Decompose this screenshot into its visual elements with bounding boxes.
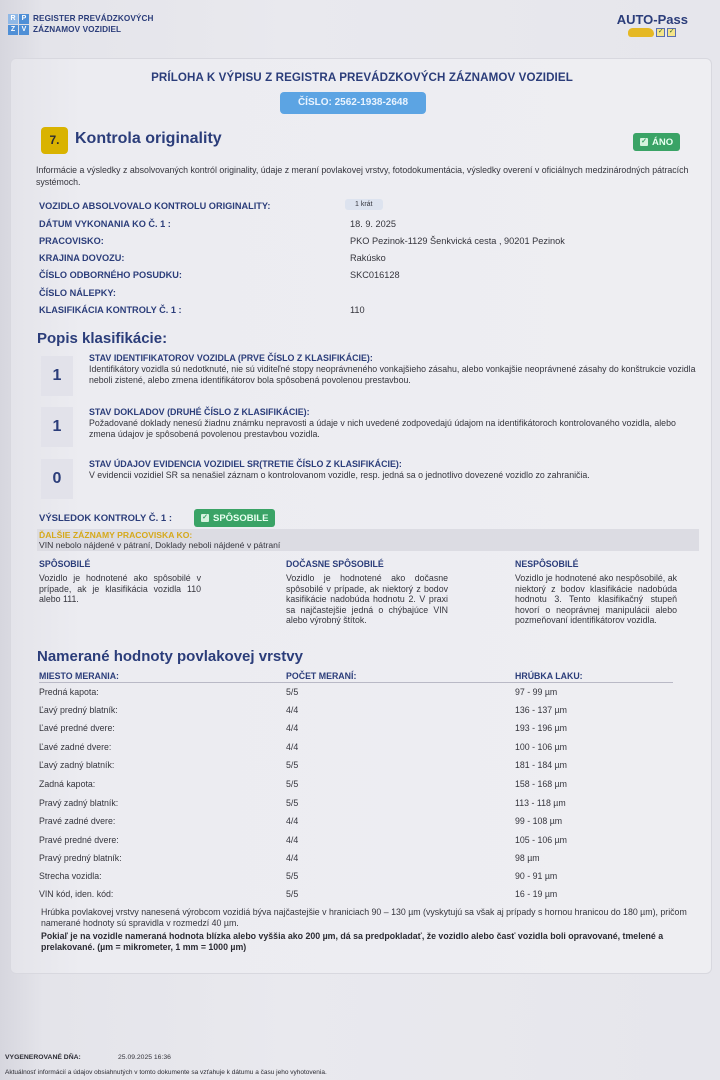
logo-letter: P [19, 14, 29, 24]
table-row [39, 723, 673, 738]
detail-value-pill: 1 krát [345, 199, 383, 210]
cell-count: 4/4 [286, 742, 299, 752]
section-intro: Informácie a výsledky z absolvovaných kontról originality, údaje z meraní povlakovej vrstvy, fotodokumentácia, výsledky overení v oficiálnych medzinárodných pátracích systémoch. [36, 165, 689, 187]
legend-nesposobile [515, 559, 677, 626]
classification-digit: 1 [41, 356, 73, 396]
records-title: ĎALŠIE ZÁZNAMY PRACOVISKA KO: [39, 530, 193, 540]
classification-digit: 0 [41, 459, 73, 499]
column-header: HRÚBKA LAKU: [515, 671, 583, 681]
classification-digit: 1 [41, 407, 73, 447]
classification-heading: Popis klasifikácie: [37, 330, 168, 347]
detail-label: KLASIFIKÁCIA KONTROLY Č. 1 : [39, 305, 182, 315]
thickness-note: Hrúbka povlakovej vrstvy nanesená výrobcom vozidiá býva najčastejšie v hraniciach 90 – 130 µm (vyskytujú sa však aj prípady s hornou hranicou do 180 µm), pričom namerané hodnoty sú spravidla v rozmedzí 40 µm. [41, 907, 687, 928]
checkbox-icon: ✓ [668, 28, 675, 35]
detail-label: KRAJINA DOVOZU: [39, 253, 125, 263]
cell-count: 5/5 [286, 871, 299, 881]
table-row [39, 779, 673, 794]
column-header: POČET MERANÍ: [286, 671, 357, 681]
detail-label: DÁTUM VYKONANIA KO Č. 1 : [39, 219, 171, 229]
table-row [39, 871, 673, 886]
checkbox-icon: ✓ [641, 138, 647, 145]
cell-location: Pravé predné dvere: [39, 835, 119, 845]
cell-count: 5/5 [286, 798, 299, 808]
cell-count: 4/4 [286, 723, 299, 733]
table-row [39, 889, 673, 904]
records-text: VIN nebolo nájdené v pátraní, Doklady neboli nájdené v pátraní [39, 540, 281, 550]
footer-disclaimer: Aktuálnosť informácií a údajov obsiahnutých v tomto dokumente sa vzťahuje k dátumu a času jeho vyhotovenia. [5, 1069, 327, 1076]
autopass-logo [617, 12, 688, 37]
document-page [10, 58, 712, 974]
detail-row [39, 219, 699, 233]
classification-text: Požadované doklady nenesú žiadnu známku nepravosti a údaje v nich uvedené zodpovedajú údajom na identifikátoroch kontrolovaného vozidla, alebo zmena údajov je spôsobená povolenou prestavbou vozidla. [89, 418, 676, 439]
measurements-heading: Namerané hodnoty povlakovej vrstvy [37, 648, 303, 665]
logo-mark-icon [8, 14, 29, 35]
cell-location: Pravý zadný blatník: [39, 798, 119, 808]
measurements-table-header [39, 671, 673, 683]
detail-row [39, 270, 699, 284]
cell-location: Strecha vozidla: [39, 871, 102, 881]
detail-value: 18. 9. 2025 [350, 219, 396, 229]
cell-count: 5/5 [286, 779, 299, 789]
cell-count: 5/5 [286, 760, 299, 770]
section-title: Kontrola originality [75, 130, 222, 147]
detail-label: ČÍSLO ODBORNÉHO POSUDKU: [39, 270, 182, 280]
detail-label: PRACOVISKO: [39, 236, 104, 246]
cell-location: VIN kód, iden. kód: [39, 889, 114, 899]
cell-location: Pravý predný blatník: [39, 853, 122, 863]
cell-location: Zadná kapota: [39, 779, 96, 789]
rpzv-logo [8, 13, 153, 35]
cell-thickness: 136 - 137 µm [515, 705, 568, 715]
cell-thickness: 193 - 196 µm [515, 723, 568, 733]
cell-location: Pravé zadné dvere: [39, 816, 116, 826]
cell-thickness: 158 - 168 µm [515, 779, 568, 789]
cell-location: Predná kapota: [39, 687, 99, 697]
cell-count: 4/4 [286, 705, 299, 715]
cell-location: Ľavý predný blatník: [39, 705, 118, 715]
legend-sposobile [39, 559, 201, 605]
section-number-badge: 7. [41, 127, 68, 154]
table-row [39, 798, 673, 813]
table-row [39, 705, 673, 720]
cell-thickness: 90 - 91 µm [515, 871, 558, 881]
brand-name: AUTO-Pass [616, 12, 688, 27]
column-header: MIESTO MERANIA: [39, 671, 119, 681]
table-row [39, 687, 673, 702]
table-row [39, 742, 673, 757]
brand-icons [617, 28, 688, 37]
generated-date [5, 1054, 171, 1061]
legend-docasne-sposobile [286, 559, 448, 626]
detail-row [39, 288, 699, 302]
logo-letter: V [19, 25, 29, 35]
result-badge [194, 509, 275, 527]
classification-item [89, 353, 699, 386]
classification-item [89, 407, 699, 440]
classification-text: Identifikátory vozidla sú nedotknuté, nie sú viditeľné stopy neoprávneného vonkajšieho zásahu, alebo vonkajšie neoprávnené zásahy do konštrukcie vozidla neboli zistené, alebo zmena identifikátorov bola spôsobená povolenou prestavbou. [89, 364, 696, 385]
legend-text: Vozidlo je hodnotené ako dočasne spôsobilé v prípade, ak niektorý z bodov kasifikácie nadobúda hodnotu 2. V praxi sa najčastejšie jedná o chýbajúce VIN alebo výrobný štítok. [286, 573, 448, 625]
cell-thickness: 100 - 106 µm [515, 742, 568, 752]
generated-value: 25.09.2025 16:36 [118, 1054, 171, 1061]
checkbox-icon: ✓ [657, 28, 664, 35]
cell-thickness: 99 - 108 µm [515, 816, 563, 826]
cell-thickness: 16 - 19 µm [515, 889, 558, 899]
cell-thickness: 105 - 106 µm [515, 835, 568, 845]
cell-count: 5/5 [286, 889, 299, 899]
cell-count: 4/4 [286, 816, 299, 826]
generated-label: VYGENEROVANÉ DŇA: [5, 1054, 81, 1061]
detail-row [39, 305, 699, 319]
cell-thickness: 98 µm [515, 853, 540, 863]
detail-value: 110 [350, 305, 365, 315]
cell-location: Ľavý zadný blatník: [39, 760, 115, 770]
cell-thickness: 97 - 99 µm [515, 687, 558, 697]
cell-count: 5/5 [286, 687, 299, 697]
classification-item [89, 459, 699, 481]
cell-thickness: 113 - 118 µm [515, 798, 566, 808]
logo-letter: Z [8, 25, 18, 35]
detail-label: VOZIDLO ABSOLVOVALO KONTROLU ORIGINALITY: [39, 201, 271, 211]
cell-thickness: 181 - 184 µm [515, 760, 568, 770]
detail-row [39, 236, 699, 250]
classification-title: STAV IDENTIFIKATOROV VOZIDLA (PRVE ČÍSLO Z KLASIFIKÁCIE): [89, 353, 373, 363]
classification-title: STAV ÚDAJOV EVIDENCIA VOZIDIEL SR(TRETIE ČÍSLO Z KLASIFIKÁCIE): [89, 459, 402, 469]
document-number-badge: ČÍSLO: 2562-1938-2648 [280, 92, 426, 114]
detail-value: SKC016128 [350, 270, 400, 280]
cell-location: Ľavé zadné dvere: [39, 742, 112, 752]
top-header [0, 0, 720, 60]
legend-title: SPÔSOBILÉ [39, 559, 91, 569]
legend-title: NESPÔSOBILÉ [515, 559, 579, 569]
classification-title: STAV DOKLADOV (DRUHÉ ČÍSLO Z KLASIFIKÁCIE): [89, 407, 310, 417]
result-badge-label: SPÔSOBILE [213, 512, 269, 524]
cell-location: Ľavé predné dvere: [39, 723, 115, 733]
thickness-warning: Pokiaľ je na vozidle nameraná hodnota blízka alebo vyššia ako 200 µm, dá sa predpokladať, že vozidlo alebo časť vozidla boli opravované, tmelené a prelakované. (µm = mikrometer, 1 mm = 1000 µm) [41, 931, 664, 952]
logo-letter: R [8, 14, 18, 24]
table-row [39, 760, 673, 775]
logo-line-2: ZÁZNAMOV VOZIDIEL [33, 25, 122, 34]
cell-count: 4/4 [286, 853, 299, 863]
document-title: PRÍLOHA K VÝPISU Z REGISTRA PREVÁDZKOVÝCH ZÁZNAMOV VOZIDIEL [151, 71, 573, 84]
detail-value: PKO Pezinok-1129 Šenkvická cesta , 90201 Pezinok [350, 236, 565, 246]
table-row [39, 835, 673, 850]
classification-text: V evidencii vozidiel SR sa nenašiel záznam o kontrolovanom vozidle, resp. jedná sa o jednotlivo dovezené vozidlo zo zahraničia. [89, 470, 590, 480]
checkbox-icon: ✓ [202, 514, 208, 521]
detail-value: Rakúsko [350, 253, 386, 263]
logo-text [33, 13, 153, 35]
legend-title: DOČASNE SPÔSOBILÉ [286, 559, 384, 569]
table-row [39, 853, 673, 868]
car-icon [628, 28, 654, 37]
cell-count: 4/4 [286, 835, 299, 845]
detail-row [39, 201, 699, 215]
table-row [39, 816, 673, 831]
result-label: VÝSLEDOK KONTROLY Č. 1 : [39, 513, 173, 524]
status-badge-label: ÁNO [652, 136, 674, 148]
records-box [37, 529, 699, 551]
detail-row [39, 253, 699, 267]
detail-label: ČÍSLO NÁLEPKY: [39, 288, 116, 298]
legend-text: Vozidlo je hodnotené ako nespôsobilé, ak niektorý z bodov klasifikácie nadobúda hodnotu 3. Tento klasifikačný stupeň hovorí o neoprávnej manipulácii alebo pozmeňovaní identifikátorov vozidla. [515, 573, 677, 625]
legend-text: Vozidlo je hodnotené ako spôsobilé v prípade, ak je klasifikácia vozidla 110 alebo 111. [39, 573, 201, 604]
logo-line-1: REGISTER PREVÁDZKOVÝCH [33, 14, 154, 23]
status-badge-ano [633, 133, 680, 151]
